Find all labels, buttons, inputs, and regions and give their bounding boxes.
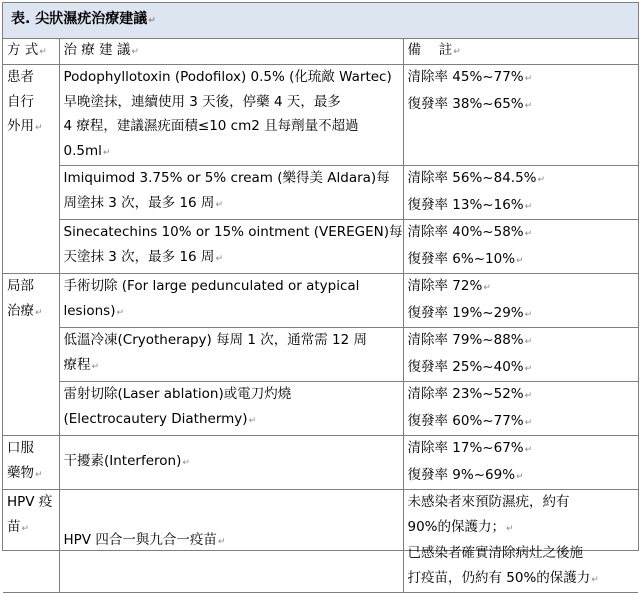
treatment-line: 手術切除 (For large pedunculated or atypical <box>63 278 360 294</box>
table-title-cell <box>3 3 638 39</box>
treatment-line: 4 療程，建議濕疣面積≤10 cm2 且每劑量不超過 <box>63 118 359 134</box>
treatment-line: (Electrocautery Diathermy) <box>63 410 248 427</box>
header-method <box>3 39 59 65</box>
paragraph-mark-icon: ↵ <box>39 47 47 57</box>
table-row <box>3 490 638 593</box>
paragraph-mark-icon: ↵ <box>131 47 139 57</box>
treatment-cell <box>59 490 403 593</box>
treatment-line: Sinecatechins 10% or 15% ointment (VEREGEN)每 <box>63 224 403 240</box>
method-label-line: 藥物 <box>7 464 34 481</box>
method-label-line: 自行 <box>7 93 34 110</box>
paragraph-mark-icon: ↵ <box>102 147 111 158</box>
notes-cell <box>403 220 638 274</box>
paragraph-mark-icon: ↵ <box>215 199 223 210</box>
recurrence-rate: 復發率 13%~16% <box>407 196 524 213</box>
treatment-line: 周塗抹 3 次，最多 16 周 <box>63 194 215 211</box>
table-row <box>3 436 638 490</box>
treatment-cell <box>59 65 403 166</box>
paragraph-mark-icon: ↵ <box>217 536 226 547</box>
treatment-line: 低溫冷凍(Cryotherapy) 每周 1 次，通常需 12 周 <box>63 332 368 348</box>
header-treatment <box>59 39 403 65</box>
header-treatment-label: 治 療 建 議 <box>63 42 131 58</box>
treatment-line: Imiquimod 3.75% or 5% cream (樂得美 Aldara)每 <box>63 170 390 186</box>
header-notes-label: 備 註 <box>407 42 453 58</box>
paragraph-mark-icon: ↵ <box>116 307 125 318</box>
header-row <box>3 39 638 65</box>
paragraph-mark-icon: ↵ <box>524 445 533 455</box>
treatment-cell <box>59 328 403 382</box>
treatment-line: Podophyllotoxin (Podofilox) 0.5% (化琉敵 Wartec) <box>63 69 392 85</box>
treatment-line: 療程 <box>63 356 91 373</box>
method-label-line: 苗 <box>7 518 21 535</box>
paragraph-mark-icon: ↵ <box>91 361 100 372</box>
treatment-line: 天塗抹 3 次，最多 16 周 <box>63 248 215 265</box>
method-label-line: 口服 <box>7 440 34 456</box>
notes-cell <box>403 490 638 593</box>
treatment-cell <box>59 166 403 220</box>
paragraph-mark-icon: ↵ <box>35 307 43 318</box>
vaccine-note-line: 已感染者確實清除病灶之後施 <box>407 545 583 561</box>
notes-cell <box>403 274 638 328</box>
clearance-rate: 清除率 17%~67% <box>407 440 524 456</box>
header-notes <box>403 39 638 65</box>
method-label-line: 治療 <box>7 302 34 319</box>
paragraph-mark-icon: ↵ <box>516 255 524 266</box>
paragraph-mark-icon: ↵ <box>524 337 533 347</box>
method-cell <box>3 274 59 436</box>
clearance-rate: 清除率 45%~77% <box>407 69 524 85</box>
paragraph-mark-icon: ↵ <box>35 123 43 133</box>
table-row <box>3 220 638 274</box>
treatment-cell <box>59 382 403 436</box>
recurrence-rate: 復發率 25%~40% <box>407 358 524 375</box>
paragraph-mark-icon: ↵ <box>516 471 524 482</box>
clearance-rate: 清除率 56%~84.5% <box>407 170 537 186</box>
recurrence-rate: 復發率 19%~29% <box>407 304 524 321</box>
treatment-cell <box>59 436 403 490</box>
paragraph-mark-icon: ↵ <box>591 574 599 585</box>
method-label-line: HPV 疫 <box>7 494 53 510</box>
paragraph-mark-icon: ↵ <box>524 201 533 212</box>
method-cell <box>3 65 59 274</box>
recurrence-rate: 復發率 60%~77% <box>407 412 524 429</box>
method-cell <box>3 490 59 593</box>
paragraph-mark-icon: ↵ <box>524 417 533 428</box>
vaccine-note-line: 90%的保護力； <box>407 518 506 535</box>
vaccine-note-line: 打疫苗，仍約有 50%的保護力 <box>407 569 591 586</box>
table-row <box>3 382 638 436</box>
method-label-line: 局部 <box>7 278 34 294</box>
paragraph-mark-icon: ↵ <box>182 458 190 469</box>
treatment-table <box>3 3 638 593</box>
method-label-line: 患者 <box>7 69 34 85</box>
header-method-label: 方 式 <box>7 42 39 58</box>
recurrence-rate: 復發率 9%~69% <box>407 466 516 483</box>
table-title: 表. 尖狀濕疣治療建議 <box>11 11 148 27</box>
treatment-table-container <box>2 2 639 586</box>
notes-cell <box>403 166 638 220</box>
table-row <box>3 65 638 166</box>
paragraph-mark-icon: ↵ <box>148 16 156 26</box>
method-label-line: 外用 <box>7 118 34 134</box>
treatment-line: 0.5ml <box>63 142 102 159</box>
table-row <box>3 166 638 220</box>
paragraph-mark-icon: ↵ <box>524 363 533 374</box>
treatment-line: HPV 四合一與九合一疫苗 <box>63 531 217 548</box>
recurrence-rate: 復發率 6%~10% <box>407 250 516 267</box>
paragraph-mark-icon: ↵ <box>483 283 491 293</box>
paragraph-mark-icon: ↵ <box>524 74 533 84</box>
treatment-line: 雷射切除(Laser ablation)或電刀灼燒 <box>63 386 292 402</box>
notes-cell <box>403 436 638 490</box>
clearance-rate: 清除率 72% <box>407 278 483 294</box>
notes-cell <box>403 65 638 166</box>
paragraph-mark-icon: ↵ <box>524 391 533 401</box>
table-title-row <box>3 3 638 39</box>
paragraph-mark-icon: ↵ <box>524 309 533 320</box>
paragraph-mark-icon: ↵ <box>215 253 223 264</box>
treatment-line: 早晚塗抹，連續使用 3 天後，停藥 4 天，最多 <box>63 93 341 110</box>
clearance-rate: 清除率 79%~88% <box>407 332 524 348</box>
treatment-line: lesions) <box>63 302 116 319</box>
paragraph-mark-icon: ↵ <box>524 100 533 111</box>
notes-cell <box>403 328 638 382</box>
vaccine-note-line: 未感染者來預防濕疣，約有 <box>407 494 570 510</box>
paragraph-mark-icon: ↵ <box>453 47 461 57</box>
paragraph-mark-icon: ↵ <box>35 469 43 480</box>
table-row <box>3 274 638 328</box>
paragraph-mark-icon: ↵ <box>537 175 546 185</box>
paragraph-mark-icon: ↵ <box>524 229 533 239</box>
paragraph-mark-icon: ↵ <box>248 415 257 426</box>
clearance-rate: 清除率 23%~52% <box>407 386 524 402</box>
clearance-rate: 清除率 40%~58% <box>407 224 524 240</box>
treatment-cell <box>59 274 403 328</box>
treatment-line: 干擾素(Interferon) <box>63 453 182 470</box>
notes-cell <box>403 382 638 436</box>
paragraph-mark-icon: ↵ <box>506 523 514 534</box>
treatment-cell <box>59 220 403 274</box>
recurrence-rate: 復發率 38%~65% <box>407 95 524 112</box>
table-row <box>3 328 638 382</box>
method-cell <box>3 436 59 490</box>
paragraph-mark-icon: ↵ <box>21 523 30 534</box>
